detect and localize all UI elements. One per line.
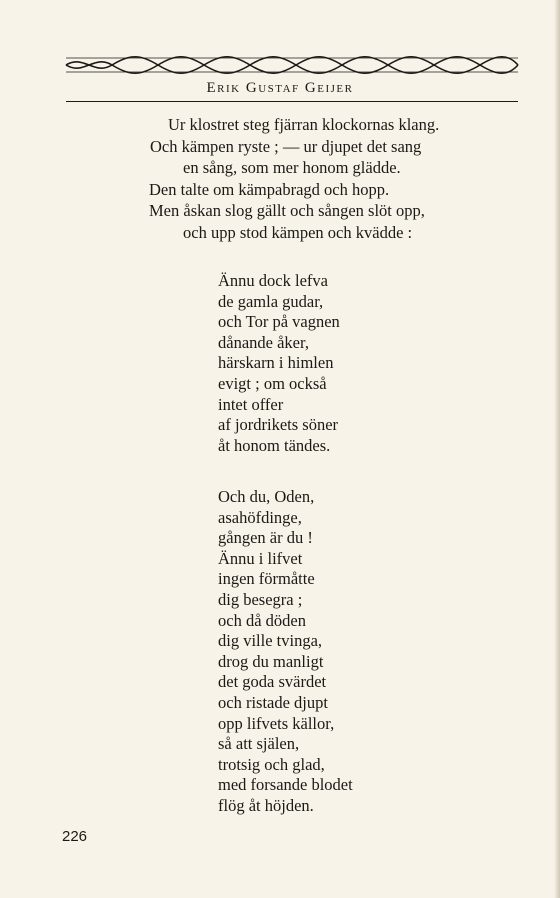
verse-line: och då döden — [218, 610, 306, 630]
verse-line: opp lifvets källor, — [218, 713, 335, 733]
verse-line: af jordrikets söner — [218, 415, 339, 435]
verse-line: Och du, Oden, — [218, 487, 315, 506]
intro-verse — [140, 114, 480, 243]
verse-line: dånande åker, — [218, 332, 309, 352]
stanza-one — [218, 271, 478, 456]
verse-line: intet offer — [218, 394, 284, 414]
verse-line: Ur klostret steg fjärran klockornas klang. — [168, 115, 440, 134]
verse-line: flög åt höjden. — [218, 795, 314, 815]
verse-line: Ännu dock lefva — [218, 271, 328, 290]
verse-line: trotsig och glad, — [218, 754, 325, 774]
verse-line: och Tor på vagnen — [218, 312, 340, 332]
verse-line: dig besegra ; — [218, 589, 303, 609]
verse-line: och ristade djupt — [218, 692, 328, 712]
verse-line: det goda svärdet — [218, 672, 327, 692]
decorative-knot-border-icon — [64, 52, 520, 78]
verse-line: gången är du ! — [218, 528, 313, 548]
header-divider — [66, 101, 518, 102]
running-head: Erik Gustaf Geijer — [206, 80, 354, 96]
verse-line: med forsande blodet — [218, 775, 353, 795]
verse-line: ingen förmåtte — [218, 569, 315, 589]
page-number: 226 — [62, 828, 88, 845]
verse-line: Den talte om kämpabragd och hopp. — [149, 179, 390, 199]
verse-line: Och kämpen ryste ; — ur djupet det sang — [150, 136, 422, 156]
page-edge-shadow — [554, 0, 560, 898]
verse-line: drog du manligt — [218, 651, 324, 671]
verse-line: så att själen, — [218, 734, 300, 754]
stanza-two — [218, 487, 478, 817]
verse-line: Men åskan slog gällt och sången slöt opp, — [149, 201, 425, 220]
verse-line: åt honom tändes. — [218, 435, 331, 455]
verse-line: härskarn i himlen — [218, 353, 334, 373]
verse-line: de gamla gudar, — [218, 291, 324, 311]
verse-line: och upp stod kämpen och kvädde : — [183, 222, 413, 242]
verse-line: asahöfdinge, — [218, 507, 302, 527]
verse-line: evigt ; om också — [218, 373, 327, 393]
verse-line: en sång, som mer honom glädde. — [183, 158, 401, 177]
verse-line: Ännu i lifvet — [218, 548, 303, 568]
verse-line: dig ville tvinga, — [218, 631, 323, 651]
